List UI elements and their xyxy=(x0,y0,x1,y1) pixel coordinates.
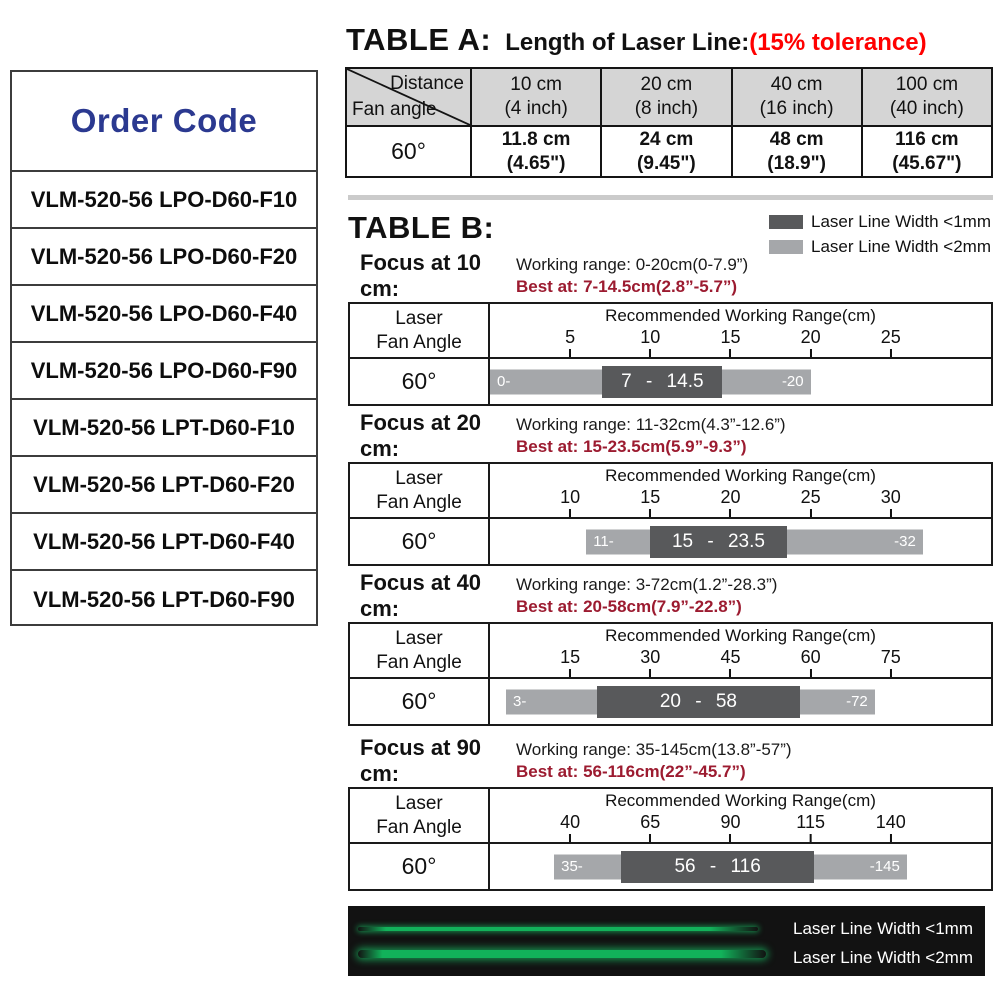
fan-angle-column xyxy=(350,624,490,724)
tick-mark xyxy=(890,509,892,517)
legend-label: Laser Line Width <1mm xyxy=(811,212,991,231)
axis-title: Recommended Working Range(cm) xyxy=(605,306,876,325)
corner-fan-angle-label: Fan angle xyxy=(352,99,437,120)
tick-number: 15 xyxy=(720,327,741,347)
range-end-label: -20 xyxy=(781,373,804,390)
cell-line: 24 cm xyxy=(639,128,694,150)
axis-tick xyxy=(876,812,906,842)
axis-tick xyxy=(720,487,740,517)
axis-tick xyxy=(881,327,901,357)
tick-mark xyxy=(890,669,892,677)
range-start-label: 35- xyxy=(561,858,583,875)
axis-tick xyxy=(801,647,821,677)
axis-tick xyxy=(560,647,580,677)
range-bar-row xyxy=(490,679,991,724)
cell-line: (4.65") xyxy=(506,152,566,174)
fan-angle-header-line1: Laser xyxy=(395,792,443,814)
range-chart-area xyxy=(490,624,991,724)
tick-mark xyxy=(810,349,812,357)
range-bar-row xyxy=(490,519,991,564)
axis-tick xyxy=(640,647,660,677)
tick-number: 10 xyxy=(640,327,661,347)
laser-line-length-cell xyxy=(602,127,732,176)
range-start-label: 3- xyxy=(513,693,527,710)
range-chart-header xyxy=(490,304,991,359)
best-range-bar xyxy=(602,366,722,398)
focus-section-header xyxy=(360,735,792,787)
fan-angle-column xyxy=(350,789,490,889)
cell-line: (8 inch) xyxy=(634,98,699,119)
tick-mark xyxy=(810,669,812,677)
fan-angle-header-line1: Laser xyxy=(395,307,443,329)
order-code-row: VLM-520-56 LPO-D60-F10 xyxy=(12,172,316,229)
axis-tick xyxy=(801,487,821,517)
tick-mark xyxy=(649,834,651,842)
order-code-row: VLM-520-56 LPT-D60-F10 xyxy=(12,400,316,457)
axis-ticks xyxy=(490,326,991,357)
legend-label: Laser Line Width <2mm xyxy=(811,237,991,256)
focus-distance-label: Focus at 20 cm: xyxy=(360,410,482,461)
cell-line: (16 inch) xyxy=(759,98,834,119)
axis-tick xyxy=(881,647,901,677)
focus-section-header xyxy=(360,570,777,622)
axis-ticks xyxy=(490,486,991,517)
tick-mark xyxy=(729,349,731,357)
working-range-text: Working range: 3-72cm(1.2”-28.3”) xyxy=(516,575,778,594)
distance-header-cell xyxy=(602,69,732,125)
cell-line: 10 cm xyxy=(510,74,562,95)
laser-line-length-cell xyxy=(863,127,991,176)
axis-ticks xyxy=(490,811,991,842)
fan-angle-column xyxy=(350,304,490,404)
focus-section xyxy=(348,735,993,893)
fan-angle-header-line1: Laser xyxy=(395,467,443,489)
range-end-label: -145 xyxy=(869,858,900,875)
best-range-label: 7 - 14.5 xyxy=(621,370,704,392)
cell-line: 11.8 cm xyxy=(501,128,571,150)
order-code-row: VLM-520-56 LPO-D60-F90 xyxy=(12,343,316,400)
tick-mark xyxy=(890,834,892,842)
tick-mark xyxy=(649,349,651,357)
best-range-label: 20 - 58 xyxy=(659,690,737,712)
axis-tick xyxy=(640,327,660,357)
tick-number: 25 xyxy=(880,327,901,347)
photo-label-1mm: Laser Line Width <1mm xyxy=(793,919,973,938)
range-chart-header xyxy=(490,464,991,519)
photo-label-2mm: Laser Line Width <2mm xyxy=(793,948,973,967)
best-range-bar xyxy=(597,686,800,718)
tick-number: 25 xyxy=(800,487,821,507)
tick-number: 45 xyxy=(720,647,741,667)
range-chart-area xyxy=(490,464,991,564)
best-at-text: Best at: 7-14.5cm(2.8”-5.7”) xyxy=(516,277,738,296)
tick-number: 5 xyxy=(565,327,576,347)
fan-angle-value: 60° xyxy=(401,853,437,879)
tick-mark xyxy=(569,834,571,842)
focus-section xyxy=(348,570,993,728)
axis-title: Recommended Working Range(cm) xyxy=(605,791,876,810)
cell-line: (40 inch) xyxy=(889,98,964,119)
axis-tick xyxy=(720,647,740,677)
working-range-table xyxy=(348,622,993,726)
cell-line: (18.9") xyxy=(767,152,826,174)
focus-section-header xyxy=(360,250,748,302)
tick-mark xyxy=(729,509,731,517)
axis-tick xyxy=(881,487,901,517)
best-at-text: Best at: 15-23.5cm(5.9”-9.3”) xyxy=(516,437,747,456)
best-range-label: 15 - 23.5 xyxy=(671,530,765,552)
order-code-row: VLM-520-56 LPO-D60-F40 xyxy=(12,286,316,343)
fan-angle-column-header xyxy=(350,304,488,359)
order-code-table xyxy=(10,70,318,626)
order-code-row: VLM-520-56 LPT-D60-F90 xyxy=(33,586,295,612)
fan-angle-header-line2: Fan Angle xyxy=(376,816,462,838)
laser-line-photo xyxy=(348,906,985,976)
tick-number: 30 xyxy=(640,647,661,667)
range-texts xyxy=(516,414,786,458)
tick-number: 10 xyxy=(560,487,581,507)
range-chart-area xyxy=(490,304,991,404)
focus-section xyxy=(348,410,993,568)
axis-title: Recommended Working Range(cm) xyxy=(605,466,876,485)
range-end-label: -32 xyxy=(894,533,916,550)
cell-line: (4 inch) xyxy=(504,98,568,119)
laser-line-length-cells xyxy=(472,127,991,176)
table-a-header-row xyxy=(347,69,991,127)
corner-distance-label: Distance xyxy=(390,73,464,94)
tick-number: 60 xyxy=(800,647,821,667)
laser-line-length-cell xyxy=(733,127,863,176)
range-bar-row xyxy=(490,844,991,889)
distance-header-cell xyxy=(733,69,863,125)
working-range-table xyxy=(348,462,993,566)
fan-angle-header-line2: Fan Angle xyxy=(376,491,462,513)
range-chart-header xyxy=(490,789,991,844)
axis-tick xyxy=(720,327,740,357)
range-chart-header xyxy=(490,624,991,679)
tick-number: 90 xyxy=(720,812,741,832)
cell-line: 48 cm xyxy=(769,128,824,150)
axis-tick xyxy=(565,327,575,357)
tick-number: 140 xyxy=(875,812,906,832)
section-divider-rule xyxy=(348,195,993,200)
fan-angle-value: 60° xyxy=(401,528,437,554)
cell-line: 20 cm xyxy=(640,74,693,95)
tick-number: 20 xyxy=(800,327,821,347)
range-start-label: 11- xyxy=(593,533,614,550)
distance-header-cells xyxy=(472,69,991,125)
tick-mark xyxy=(649,669,651,677)
focus-section xyxy=(348,250,993,408)
table-a-subtitle: Length of Laser Line: xyxy=(505,29,750,56)
fan-angle-column-header xyxy=(350,789,488,844)
tick-mark xyxy=(890,349,892,357)
fan-angle-column-header xyxy=(350,624,488,679)
order-code-row: VLM-520-56 LPT-D60-F40 xyxy=(12,514,316,571)
tick-mark xyxy=(649,509,651,517)
table-a-title: TABLE A: xyxy=(346,22,492,57)
working-range-text: Working range: 35-145cm(13.8”-57”) xyxy=(516,740,792,759)
best-at-text: Best at: 20-58cm(7.9”-22.8”) xyxy=(516,597,742,616)
cell-line: 116 cm xyxy=(895,128,959,150)
axis-tick xyxy=(796,812,825,842)
working-range-text: Working range: 11-32cm(4.3”-12.6”) xyxy=(516,415,786,434)
range-end-label: -72 xyxy=(846,693,868,710)
tick-mark xyxy=(729,834,731,842)
order-code-title: Order Code xyxy=(12,72,316,172)
distance-header-cell xyxy=(863,69,991,125)
range-texts xyxy=(516,574,777,618)
best-range-bar xyxy=(650,526,786,558)
tick-number: 65 xyxy=(640,812,661,832)
cell-line: (9.45") xyxy=(637,152,696,174)
axis-tick xyxy=(560,487,580,517)
tick-number: 20 xyxy=(720,487,741,507)
distance-header-cell xyxy=(472,69,602,125)
axis-tick xyxy=(560,812,580,842)
table-a-corner-cell xyxy=(347,69,472,125)
axis-tick xyxy=(640,812,660,842)
focus-distance-label: Focus at 10 cm: xyxy=(360,250,482,301)
range-bar-row xyxy=(490,359,991,404)
working-range-table xyxy=(348,787,993,891)
focus-section-header xyxy=(360,410,786,462)
fan-angle-column xyxy=(350,464,490,564)
axis-tick xyxy=(640,487,660,517)
fan-angle-value: 60° xyxy=(401,368,437,394)
cell-line: 40 cm xyxy=(770,74,823,95)
best-at-text: Best at: 56-116cm(22”-45.7”) xyxy=(516,762,746,781)
table-a-titlebar xyxy=(346,22,994,58)
axis-tick xyxy=(801,327,821,357)
table-a-data-row xyxy=(347,127,991,176)
cell-line: (45.67") xyxy=(892,152,962,174)
tick-number: 30 xyxy=(880,487,901,507)
working-range-text: Working range: 0-20cm(0-7.9”) xyxy=(516,255,749,274)
legend-item xyxy=(769,212,991,232)
axis-tick xyxy=(720,812,740,842)
tick-number: 40 xyxy=(560,812,581,832)
range-texts xyxy=(516,254,748,298)
fan-angle-header-line2: Fan Angle xyxy=(376,331,462,353)
tick-number: 15 xyxy=(640,487,661,507)
order-code-row: VLM-520-56 LPO-D60-F20 xyxy=(12,229,316,286)
tick-number: 115 xyxy=(796,812,825,832)
fan-angle-cell: 60° xyxy=(347,127,472,176)
best-range-label: 56 - 116 xyxy=(674,855,761,877)
order-code-row: VLM-520-56 LPT-D60-F20 xyxy=(12,457,316,514)
fan-angle-value: 60° xyxy=(401,688,437,714)
range-start-label: 0- xyxy=(497,373,511,390)
tick-mark xyxy=(810,834,812,842)
table-a xyxy=(345,67,993,178)
table-b-title: TABLE B: xyxy=(348,210,495,245)
range-texts xyxy=(516,739,792,783)
order-code-rows xyxy=(12,172,316,628)
table-a-tolerance-note: (15% tolerance) xyxy=(749,29,927,56)
tick-mark xyxy=(810,509,812,517)
fan-angle-column-header xyxy=(350,464,488,519)
tick-mark xyxy=(729,669,731,677)
tick-mark xyxy=(569,349,571,357)
laser-line-thick xyxy=(358,950,766,958)
tick-mark xyxy=(569,669,571,677)
tick-number: 75 xyxy=(880,647,901,667)
legend-swatch-dark xyxy=(769,215,803,229)
cell-line: 100 cm xyxy=(895,74,959,95)
tick-mark xyxy=(569,509,571,517)
axis-ticks xyxy=(490,646,991,677)
axis-title: Recommended Working Range(cm) xyxy=(605,626,876,645)
focus-distance-label: Focus at 40 cm: xyxy=(360,570,482,621)
fan-angle-header-line1: Laser xyxy=(395,627,443,649)
laser-line-thin xyxy=(358,927,758,931)
range-chart-area xyxy=(490,789,991,889)
best-range-bar xyxy=(621,851,813,883)
tick-number: 15 xyxy=(560,647,581,667)
fan-angle-header-line2: Fan Angle xyxy=(376,651,462,673)
working-range-table xyxy=(348,302,993,406)
laser-line-length-cell xyxy=(472,127,602,176)
focus-distance-label: Focus at 90 cm: xyxy=(360,735,482,786)
